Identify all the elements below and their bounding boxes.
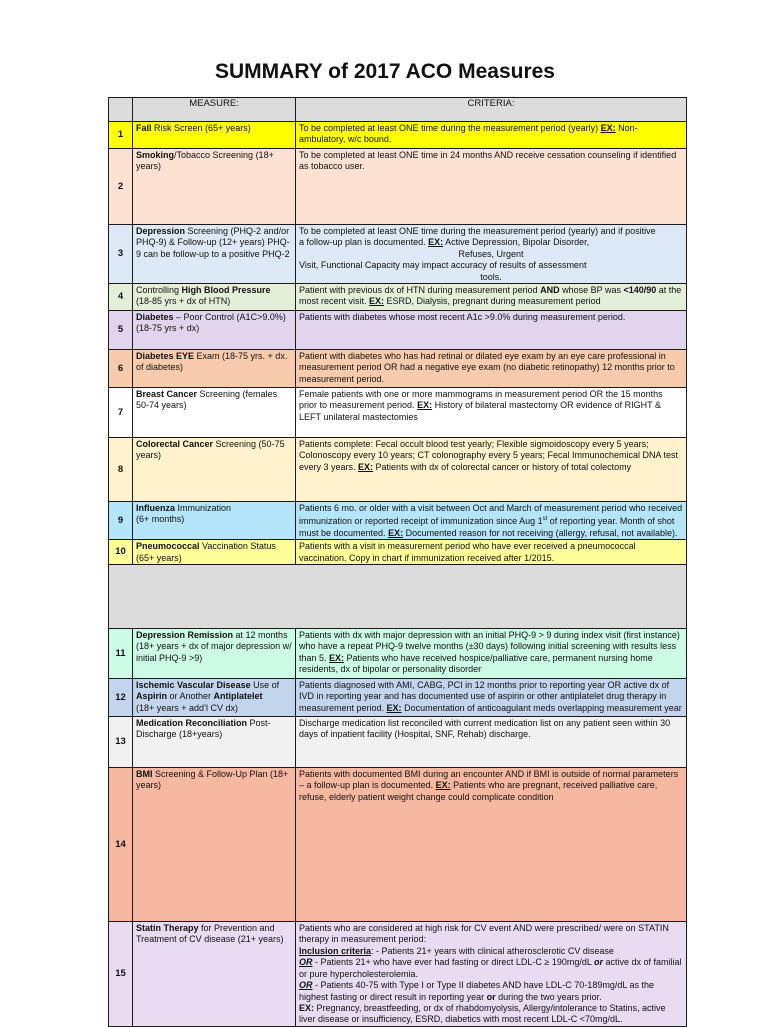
text: Documented reason for not receiving (allergy, refusal, not available). [403,527,678,538]
criteria-cell [296,438,687,502]
measure-row [109,311,687,350]
text: a follow-up plan is documented. [299,237,429,248]
header-number-cell [109,98,133,122]
criteria-cell [296,284,687,311]
text: Patients with dx of colorectal cancer or history of total colectomy [373,461,632,472]
text: Post-Discharge (18+years) [136,718,271,740]
measure-number: 7 [109,388,133,438]
measure-cell [133,679,296,717]
text: Patients who have received hospice/palliative care, permanent nursing home residents, dx of bipolar or personality disorder [299,652,653,675]
bold-text: Antiplatelet [213,691,263,702]
measure-cell [133,311,296,350]
text: Patients complete: Fecal occult blood test yearly; Flexible sigmoidoscopy every 5 years; Colonoscopy every 10 years; CT colonography every 5 years; Fecal Immunochemical DNA test every 3 years. [299,439,679,472]
bold-text: EX: [417,400,433,411]
bold-text: Influenza [136,503,176,514]
criteria-cell [296,149,687,225]
page-title: SUMMARY of 2017 ACO Measures [215,60,555,83]
text: Visit, Functional Capacity may impact accuracy of results of assessment [299,260,587,271]
bold-text: Diabetes [136,312,174,323]
measure-number: 11 [109,629,133,679]
measure-cell [133,388,296,438]
text: : - Patients 21+ years with clinical atherosclerotic CV disease [371,945,614,956]
criteria-cell [296,922,687,1027]
measure-row [109,438,687,502]
measure-row [109,679,687,717]
bold-text: OR [299,957,313,968]
bold-text: EX: [329,652,345,663]
text: To be completed at least ONE time during the measurement period (yearly) and if positive [299,226,656,236]
criteria-cell [296,388,687,438]
bold-text: AND [540,285,560,296]
measure-cell [133,768,296,922]
measure-number: 3 [109,225,133,284]
text: Patient with diabetes who has had retinal or dilated eye exam by an eye care professional in measurement period OR had a negative eye exam (no diabetic retinopathy) 12 months prior to measurement period. [299,351,675,384]
text: Patients with a visit in measurement period who have ever received a pneumococcal vaccination. Copy in chart if immunization received after 1/2015. [299,541,636,563]
bold-text: EX: [435,780,451,791]
measure-row [109,629,687,679]
text: Patients 6 mo. or older with a visit between Oct and March of measurement period who received immunization or reported receipt of immunization since Aug 1 [299,503,683,527]
measure-number: 13 [109,717,133,768]
text: Discharge medication list reconciled with current medication list on any patient seen within 30 days of inpatient facility (Hospital, SNF, Rehab) discharge. [299,718,671,740]
measure-cell [133,225,296,284]
bold-text: Medication Reconciliation [136,718,248,729]
text: for Prevention and Treatment of CV disease (21+ years) [136,923,284,945]
text: Patients diagnosed with AMI, CABG, PCI in 12 months prior to reporting year OR active dx of IVD in reporting year and has documented use of aspirin or other antiplatelet drug therapy in measurement period. [299,680,670,713]
text: or Another [167,691,214,702]
superscript: st [542,516,548,523]
criteria-cell [296,717,687,768]
text: Controlling [136,285,182,296]
measure-number: 5 [109,311,133,350]
text: of reporting year. Month of shot must be documented. [299,516,675,538]
measure-cell [133,122,296,149]
bold-text: EX: [428,237,444,248]
measure-row [109,768,687,922]
measure-row [109,540,687,565]
text: Use of [250,680,280,691]
measure-number: 6 [109,350,133,388]
criteria-cell [296,350,687,388]
text: at the most recent visit. [299,285,682,307]
text: /Tobacco Screening (18+ years) [136,150,274,172]
text: - Patients 21+ who have ever had fasting or direct LDL-C ≥ 190mg/dL [312,957,595,968]
bold-text: EX: [369,296,385,307]
bold-text: Depression [136,226,186,236]
bold-text: EX: [358,461,374,472]
bold-text: Colorectal Cancer [136,439,214,450]
bold-text: Breast Cancer [136,389,198,400]
criteria-cell [296,768,687,922]
text: (6+ months) [136,514,185,525]
text: Active Depression, Bipolar Disorder, [443,237,590,248]
bold-text: Smoking [136,150,175,160]
text: Risk Screen (65+ years) [151,123,251,133]
measure-row [109,388,687,438]
text: Exam (18-75 yrs. + dx. of diabetes) [136,351,288,373]
measure-row [109,225,687,284]
criteria-cell [296,122,687,149]
measure-row [109,717,687,768]
criteria-cell [296,502,687,540]
text: active dx of familial or pure hypercholesterolemia. [299,957,682,979]
text: ESRD, Dialysis, pregnant during measurement period [384,296,601,307]
text: at 12 months [233,630,288,641]
measure-row [109,149,687,225]
text: Immunization [175,503,232,514]
measure-number: 10 [109,540,133,565]
text: Female patients with one or more mammograms in measurement period OR the 15 months prior to measurement period. [299,389,663,411]
measure-row [109,284,687,311]
text: (18-85 yrs + dx of HTN) [136,296,231,307]
header-criteria: CRITERIA: [296,98,687,122]
bold-text: Depression Remission [136,630,234,641]
text: Screening (females 50-74 years) [136,389,278,411]
measure-row [109,350,687,388]
text: History of bilateral mastectomy OR evidence of RIGHT & LEFT unilateral mastectomies [299,400,661,422]
bold-text: or [594,957,604,968]
text: Patient with previous dx of HTN during measurement period [299,285,541,296]
text: Patients with diabetes whose most recent A1c >9.0% during measurement period. [299,312,626,323]
measure-number: 1 [109,122,133,149]
text: Patients who are pregnant, received palliative care, refuse, elderly patient weight change could complicate condition [299,780,658,802]
measure-cell [133,438,296,502]
bold-text: EX: [388,527,404,538]
measure-cell [133,149,296,225]
text: Screening & Follow-Up Plan (18+ years) [136,769,289,791]
text: Screening (50-75 years) [136,439,285,461]
measure-number: 9 [109,502,133,540]
measure-number: 12 [109,679,133,717]
measure-row [109,122,687,149]
text: Patients who are considered at high risk for CV event AND were prescribed/ were on STATIN therapy in measurement period: [299,923,669,945]
criteria-cell [296,679,687,717]
bold-text: BMI [136,769,153,780]
header-measure: MEASURE: [133,98,296,122]
text: Vaccination Status (65+ years) [136,541,276,563]
bold-text: High Blood Pressure [181,285,271,296]
aco-measures-table [108,97,687,1027]
table-header-row [109,98,687,122]
measure-number: 4 [109,284,133,311]
measure-cell [133,350,296,388]
measure-number: 15 [109,922,133,1027]
bold-text: Inclusion criteria [299,945,372,956]
text: Documentation of anticoagulant meds overlapping measurement year [401,702,682,713]
criteria-cell [296,540,687,565]
measure-cell [133,717,296,768]
criteria-cell [296,629,687,679]
centered-text: Refuses, Urgent [458,248,524,259]
criteria-cell [296,225,687,284]
bold-text: or [486,991,496,1002]
divider-cell [109,565,687,629]
measure-cell [133,922,296,1027]
text: whose BP was [559,285,624,296]
centered-text: tools. [480,271,502,282]
text: (18+ years + dx of major depression w/ initial PHQ-9 >9) [136,641,292,663]
bold-text: EX: [600,123,616,133]
text: Pregnancy, breastfeeding, or dx of rhabdomyolysis, Allergy/intolerance to Statins, active liver disease or insufficiency, ESRD, diabetics with most recent LDL-C <70mg/dL. [299,1002,666,1025]
text: To be completed at least ONE time in 24 months AND receive cessation counseling if identified as tobacco user. [299,150,677,172]
bold-text: EX: [386,702,402,713]
text: Non-ambulatory, w/c bound. [299,123,638,145]
measure-cell [133,629,296,679]
measure-cell [133,540,296,565]
measure-number: 2 [109,149,133,225]
measure-cell [133,284,296,311]
text: (18+ years + add’l CV dx) [136,702,239,713]
bold-text: Ischemic Vascular Disease [136,680,251,691]
measure-number: 8 [109,438,133,502]
measure-row [109,922,687,1027]
text: Patients with documented BMI during an encounter AND if BMI is outside of normal parameters – a follow-up plan is documented. [299,769,679,791]
bold-text: Diabetes EYE [136,351,195,362]
measure-number: 14 [109,768,133,922]
text: - Patients 40-75 with Type I or Type II diabetes AND have LDL-C 70-189mg/dL as the highest fasting or direct result in reporting year [299,980,655,1002]
bold-text: EX: [299,1002,315,1013]
measure-cell [133,502,296,540]
text: – Poor Control (A1C>9.0%) (18-75 yrs + dx) [136,312,286,334]
measure-row [109,502,687,540]
text: To be completed at least ONE time during the measurement period (yearly) [299,123,601,133]
bold-text: OR [299,980,313,991]
section-divider-row [109,565,687,629]
bold-text: Fall [136,123,152,133]
criteria-cell [296,311,687,350]
bold-text: <140/90 [623,285,657,296]
text: during the two years prior. [495,991,602,1002]
bold-text: Statin Therapy [136,923,199,934]
text: Patients with dx with major depression with an initial PHQ-9 > 9 during index visit (first instance) who have a repeat PHQ-9 twelve months (±30 days) following initial screening with results less than 5. [299,630,680,663]
bold-text: Pneumococcal [136,541,200,552]
text: Screening (PHQ-2 and/or PHQ-9) & Follow-up (12+ years) PHQ-9 can be follow-up to a positive PHQ-2 [136,226,290,259]
bold-text: Aspirin [136,691,168,702]
